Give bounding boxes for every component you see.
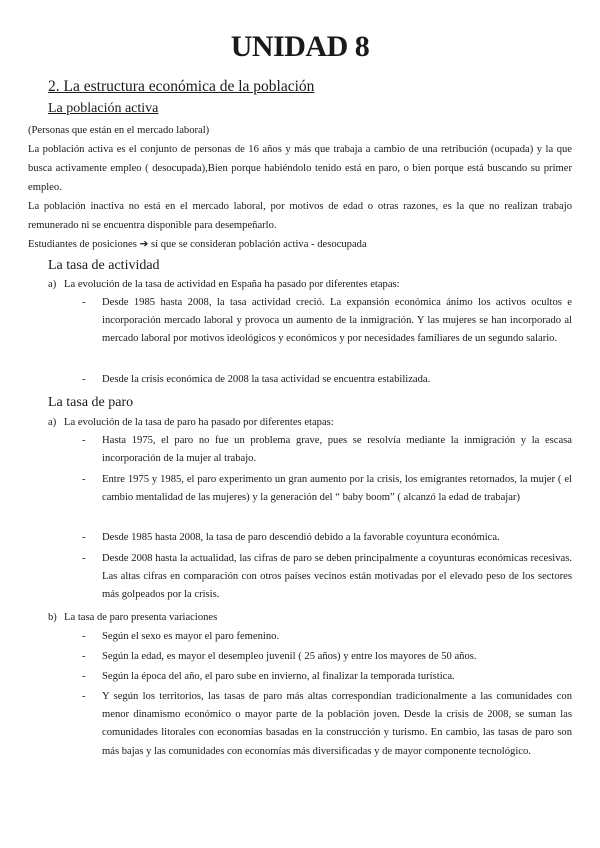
list-item-text: Entre 1975 y 1985, el paro experimento un gran aumento por la crisis, los emigrantes retornados, la mujer ( el cambio mentalidad de las mujeres) y la generación del “ baby boom” ( alcanzó la edad de trabajar) [102, 474, 572, 504]
heading-unemployment-rate: La tasa de paro [48, 395, 134, 410]
section-title: 2. La estructura económica de la población [48, 78, 315, 95]
list-item-text: Desde 1985 hasta 2008, la tasa actividad creció. La expansión económica ánimo los activos ocultos e incorporación mercado laboral y provoca un aumento de la inmigración. Y las mujeres se han incorporado al mercado laboral por motivos ideológicos y económicos y por necesidades familiares de un segundo salario. [102, 297, 572, 345]
list-item [82, 529, 572, 547]
list-item-text: Según el sexo es mayor el paro femenino. [102, 631, 280, 642]
subsection-title: La población activa [48, 101, 159, 116]
list-item-text: La evolución de la tasa de actividad en España ha pasado por diferentes etapas: [64, 279, 400, 290]
paragraph-active-population: La población activa es el conjunto de personas de 16 años y más que trabaja a cambio de una retribución (ocupada) y la que busca activamente empleo ( desocupada),Bien porque habiéndolo tenido está en paro, o bien porque está buscando su primer empleo. [28, 144, 572, 193]
list-item-text: La tasa de paro presenta variaciones [64, 612, 218, 623]
dash-bullet: - [82, 532, 86, 543]
list-item-text: Según la edad, es mayor el desempleo juvenil ( 25 años) y entre los mayores de 50 años. [102, 651, 477, 662]
list-item-text: Desde 1985 hasta 2008, la tasa de paro descendió debido a la favorable coyuntura económica. [102, 532, 500, 543]
list-item-text: Y según los territorios, las tasas de paro más altas correspondían tradicionalmente a las comunidades con menor dinamismo económico o mayor parte de la población joven. Desde la crisis de 2008, se suman las comunidades litorales con economías basadas en la construcción y turismo. En cambio, las tasas de paro son más bajas y las comunidades con economías más diversificadas y de mayor componente tecnológico. [102, 691, 572, 757]
list-marker: a) [48, 279, 57, 290]
list-item [82, 371, 572, 389]
dash-bullet: - [82, 631, 86, 642]
paragraph-definition-note: (Personas que están en el mercado laboral) [28, 125, 210, 136]
list-item [82, 628, 572, 646]
dash-bullet: - [82, 671, 86, 682]
list-marker: b) [48, 612, 57, 623]
list-item-text: Desde 2008 hasta la actualidad, las cifras de paro se deben principalmente a coyunturas económicas recesivas. Las altas cifras en comparación con otros países vecinos están motivadas por el elevado peso de los sectores más golpeados por la crisis. [102, 553, 572, 601]
list-item [82, 550, 572, 605]
list-item [82, 432, 572, 468]
list-item-text: Desde la crisis económica de 2008 la tasa actividad se encuentra estabilizada. [102, 374, 431, 385]
list-item-text: Hasta 1975, el paro no fue un problema grave, pues se resolvía mediante la inmigración y la escasa incorporación de la mujer al trabajo. [102, 435, 572, 465]
paragraph-inactive-population: La población inactiva no está en el mercado laboral, por motivos de edad o otras razones, es la que no realizan trabajo remunerado ni se encuentra disponible para desempeñarlo. [28, 201, 572, 231]
dash-bullet: - [82, 297, 86, 308]
list-item [82, 648, 572, 666]
dash-bullet: - [82, 435, 86, 446]
paragraph-students: Estudiantes de posiciones ➔ sí que se consideran población activa - desocupada [28, 239, 367, 250]
dash-bullet: - [82, 691, 86, 702]
list-item [82, 668, 572, 686]
list-item-text: La evolución de la tasa de paro ha pasado por diferentes etapas: [64, 417, 334, 428]
dash-bullet: - [82, 553, 86, 564]
dash-bullet: - [82, 374, 86, 385]
list-item [82, 471, 572, 507]
list-marker: a) [48, 417, 57, 428]
list-item [82, 294, 572, 349]
dash-bullet: - [82, 651, 86, 662]
heading-activity-rate: La tasa de actividad [48, 258, 160, 273]
list-item-text: Según la época del año, el paro sube en invierno, al finalizar la temporada turística. [102, 671, 455, 682]
page-title: UNIDAD 8 [230, 30, 370, 63]
dash-bullet: - [82, 474, 86, 485]
list-item [82, 688, 572, 761]
